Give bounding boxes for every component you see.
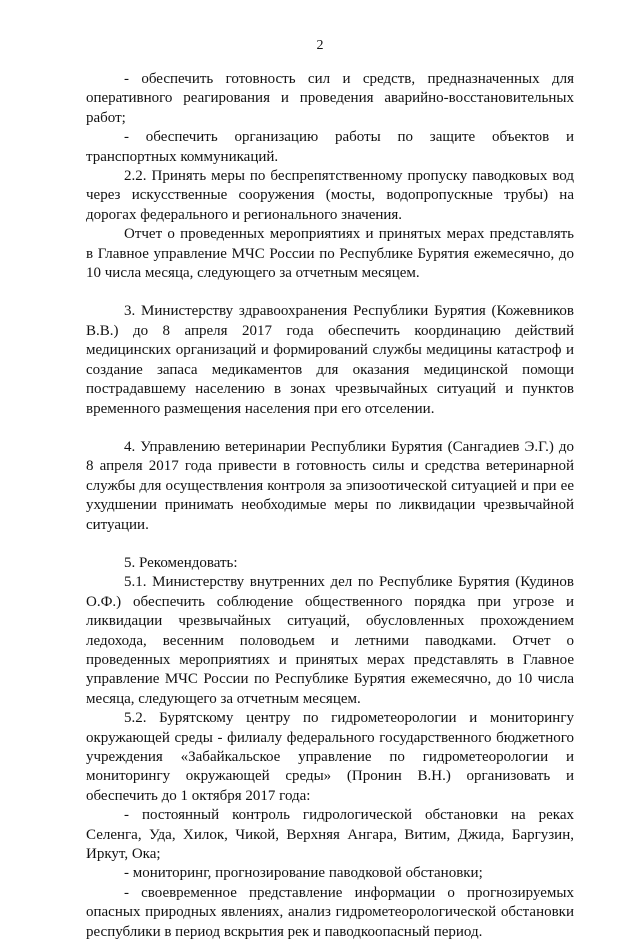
paragraph-information: - своевременное представление информации о прогнозируемых опасных природных явлениях, анализ гидрометеорологической обстановки республики в период вскрытия рек и паводкоопасный период.: [86, 884, 574, 940]
paragraph-rivers: - постоянный контроль гидрологической обстановки на реках Селенга, Уда, Хилок, Чикой, Верхняя Ангара, Витим, Джида, Баргузин, Иркут, Ока;: [86, 807, 574, 863]
paragraph-protection: - обеспечить организацию работы по защите объектов и транспортных коммуникаций.: [86, 129, 574, 165]
page-number: 2: [316, 38, 324, 53]
paragraph-4: 4. Управлению ветеринарии Республики Бурятия (Сангадиев Э.Г.) до 8 апреля 2017 года привести в готовность силы и средства ветеринарной службы для осуществления контроля за эпизоотической ситуацией и при ее ухудшении принимать необходимые меры по ликвидации чрезвычайной ситуации.: [86, 438, 574, 533]
paragraph-5-2: 5.2. Бурятскому центру по гидрометеорологии и мониторингу окружающей среды - филиалу федерального государственного бюджетного учреждения «Забайкальское управление по гидрометеорологии и мониторингу окружающей среды» (Пронин В.Н.) организовать и обеспечить до 1 октября 2017 года:: [86, 710, 574, 804]
paragraph-3: 3. Министерству здравоохранения Республики Бурятия (Кожевников В.В.) до 8 апреля 2017 года обеспечить координацию действий медицинских организаций и формирований службы медицины катастроф и создание запаса медикаментов для оказания медицинской помощи пострадавшему населению в зонах чрезвычайных ситуаций и пунктов временного размещения населения при его отселении.: [86, 303, 574, 417]
paragraph-readiness: - обеспечить готовность сил и средств, предназначенных для оперативного реагирования и проведения аварийно-восстановительных работ;: [86, 71, 574, 126]
paragraph-2-2: 2.2. Принять меры по беспрепятственному пропуску паводковых вод через искусственные сооружения (мосты, водопропускные трубы) на дорогах федерального и регионального значения.: [86, 168, 574, 223]
document-body: [86, 70, 574, 942]
paragraph-5: 5. Рекомендовать:: [124, 554, 238, 571]
paragraph-report: Отчет о проведенных мероприятиях и принятых мерах представлять в Главное управление МЧС России по Республике Бурятия ежемесячно, до 10 числа месяца, следующего за отчетным месяцем.: [86, 226, 574, 282]
paragraph-5-1: 5.1. Министерству внутренних дел по Республике Бурятия (Кудинов О.Ф.) обеспечить соблюдение общественного порядка при угрозе и ликвидации чрезвычайных ситуаций, обусловленных прохождением ледохода, весенним половодьем и летними паводками. Отчет о проведенных мероприятиях и принятых мерах представлять в Главное управление МЧС России по Республике Бурятия ежемесячно, до 10 числа месяца, следующего за отчетным месяцем.: [86, 574, 574, 707]
paragraph-monitoring: - мониторинг, прогнозирование паводковой обстановки;: [124, 865, 483, 882]
